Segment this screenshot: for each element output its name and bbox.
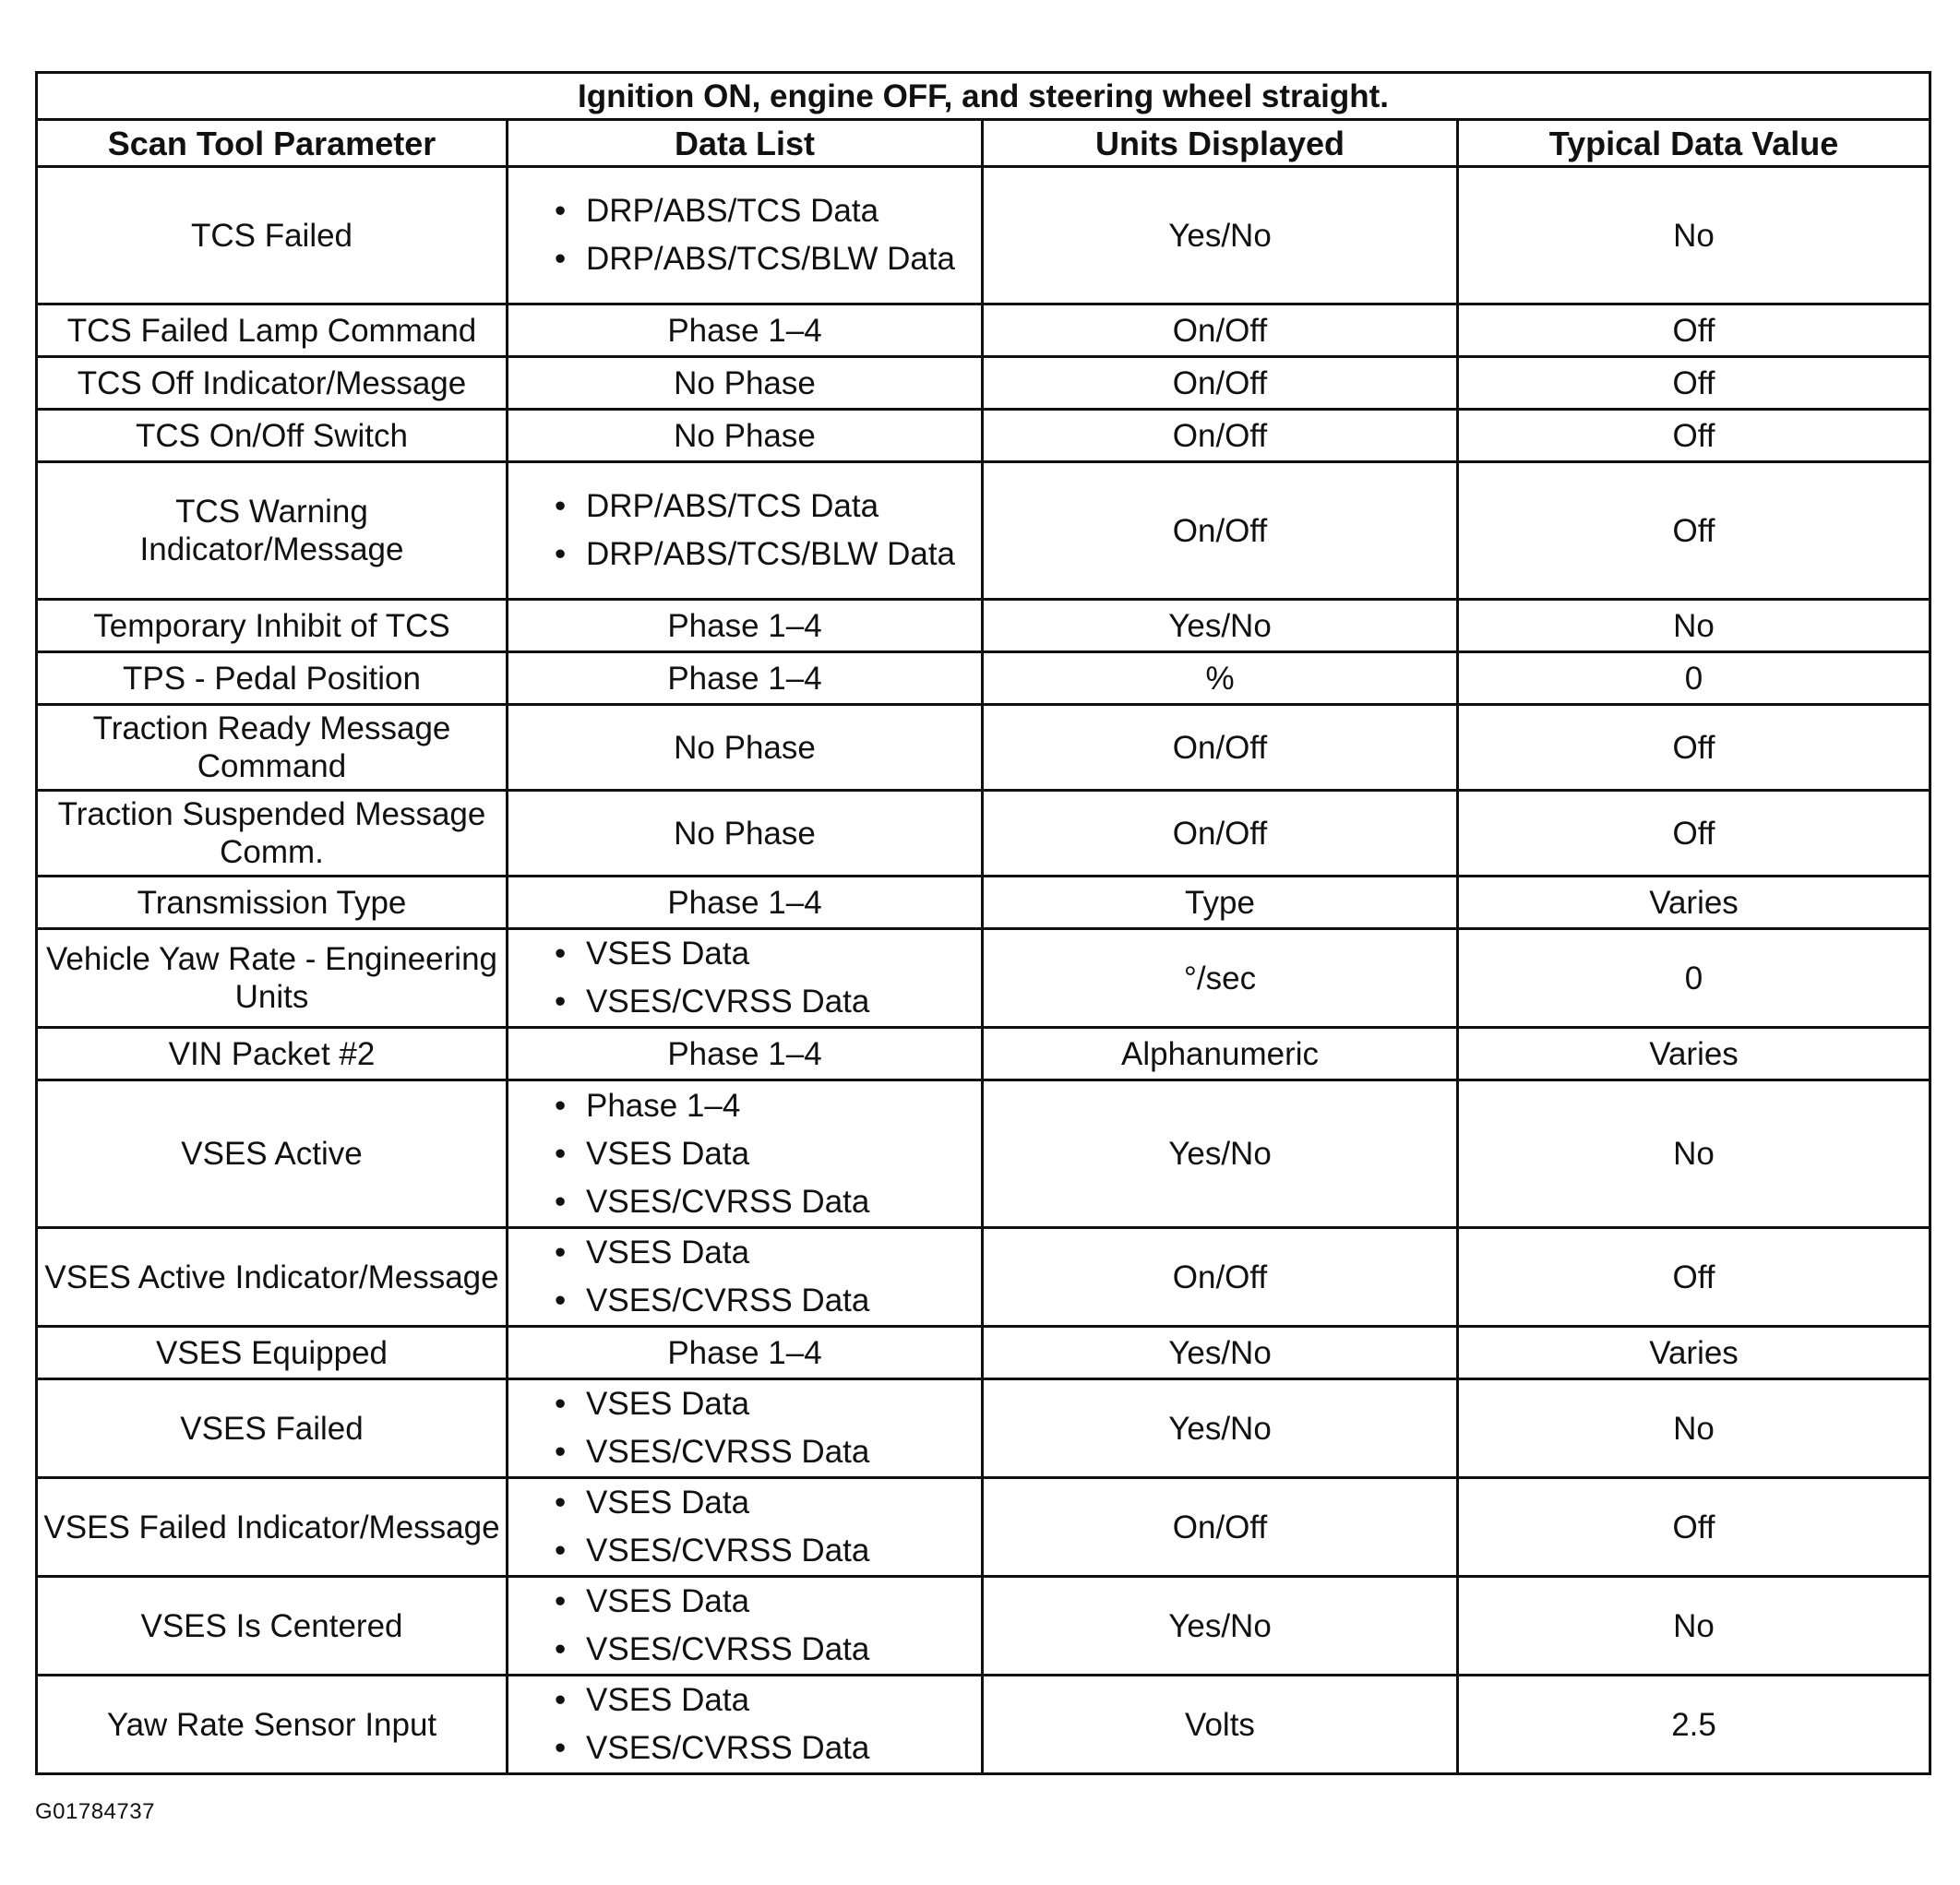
data-list-cell: No Phase [508, 705, 983, 791]
data-list-cell: Phase 1–4 [508, 1028, 983, 1080]
data-list-bullets [553, 930, 975, 1026]
table-row [37, 357, 1930, 410]
table-row [37, 1676, 1930, 1774]
parameter-cell: TCS Warning Indicator/Message [37, 462, 508, 600]
parameter-cell: VSES Failed [37, 1379, 508, 1478]
parameter-cell: VIN Packet #2 [37, 1028, 508, 1080]
data-list-cell [508, 929, 983, 1028]
units-cell: On/Off [983, 462, 1458, 600]
data-list-cell: No Phase [508, 357, 983, 410]
table-row [37, 929, 1930, 1028]
typical-value-cell: Off [1458, 410, 1930, 462]
table-row [37, 1080, 1930, 1228]
typical-value-cell: Off [1458, 1478, 1930, 1577]
data-list-cell: No Phase [508, 410, 983, 462]
typical-value-cell: 0 [1458, 652, 1930, 705]
parameter-cell: TCS On/Off Switch [37, 410, 508, 462]
table-row [37, 167, 1930, 304]
table-body [37, 167, 1930, 1774]
table-row [37, 462, 1930, 600]
parameter-cell: Traction Ready Message Command [37, 705, 508, 791]
column-header-units: Units Displayed [983, 120, 1458, 167]
data-list-cell [508, 1379, 983, 1478]
typical-value-cell: No [1458, 1379, 1930, 1478]
table-row [37, 1577, 1930, 1676]
data-list-bullets [553, 1578, 975, 1674]
data-list-bullets [553, 1380, 975, 1476]
units-cell: On/Off [983, 304, 1458, 357]
units-cell: On/Off [983, 1478, 1458, 1577]
parameter-cell: VSES Equipped [37, 1327, 508, 1379]
data-list-cell: Phase 1–4 [508, 652, 983, 705]
table-row [37, 791, 1930, 877]
units-cell: Type [983, 877, 1458, 929]
table-row [37, 877, 1930, 929]
data-list-cell [508, 1080, 983, 1228]
data-list-item: • VSES Data [553, 1676, 975, 1724]
table-row [37, 1028, 1930, 1080]
typical-value-cell: Varies [1458, 877, 1930, 929]
units-cell: Alphanumeric [983, 1028, 1458, 1080]
parameter-cell: TCS Failed Lamp Command [37, 304, 508, 357]
table-row [37, 705, 1930, 791]
typical-value-cell: No [1458, 600, 1930, 652]
data-list-item: • VSES Data [553, 930, 975, 978]
parameter-cell: VSES Active Indicator/Message [37, 1228, 508, 1327]
column-header-typical-value: Typical Data Value [1458, 120, 1930, 167]
data-list-bullets [553, 483, 975, 579]
data-list-item: • VSES/CVRSS Data [553, 1428, 975, 1476]
table-row [37, 1379, 1930, 1478]
parameter-cell: VSES Active [37, 1080, 508, 1228]
units-cell: Yes/No [983, 1080, 1458, 1228]
typical-value-cell: Off [1458, 791, 1930, 877]
units-cell: Yes/No [983, 1379, 1458, 1478]
typical-value-cell: No [1458, 167, 1930, 304]
data-list-cell [508, 1676, 983, 1774]
data-list-item: • DRP/ABS/TCS Data [553, 483, 975, 531]
data-list-cell [508, 167, 983, 304]
data-list-cell [508, 1577, 983, 1676]
table-row [37, 1327, 1930, 1379]
data-list-bullets [553, 1082, 975, 1226]
figure-id-label: G01784737 [35, 1799, 155, 1824]
data-list-cell: Phase 1–4 [508, 304, 983, 357]
data-list-item: • VSES Data [553, 1380, 975, 1428]
data-list-item: • VSES/CVRSS Data [553, 1626, 975, 1674]
column-header-parameter: Scan Tool Parameter [37, 120, 508, 167]
units-cell: Yes/No [983, 1577, 1458, 1676]
parameter-cell: TCS Off Indicator/Message [37, 357, 508, 410]
data-list-item: • VSES/CVRSS Data [553, 1277, 975, 1325]
parameter-cell: TPS - Pedal Position [37, 652, 508, 705]
table-row [37, 410, 1930, 462]
typical-value-cell: Varies [1458, 1327, 1930, 1379]
table-row [37, 1228, 1930, 1327]
data-list-cell: Phase 1–4 [508, 877, 983, 929]
data-list-item: • DRP/ABS/TCS Data [553, 187, 975, 235]
units-cell: On/Off [983, 1228, 1458, 1327]
units-cell: Yes/No [983, 600, 1458, 652]
data-list-cell [508, 1478, 983, 1577]
typical-value-cell: Off [1458, 462, 1930, 600]
typical-value-cell: Off [1458, 304, 1930, 357]
units-cell: On/Off [983, 705, 1458, 791]
parameter-cell: VSES Is Centered [37, 1577, 508, 1676]
units-cell: Yes/No [983, 167, 1458, 304]
typical-value-cell: Off [1458, 357, 1930, 410]
data-list-item: • DRP/ABS/TCS/BLW Data [553, 531, 975, 579]
typical-value-cell: No [1458, 1080, 1930, 1228]
parameter-cell: Yaw Rate Sensor Input [37, 1676, 508, 1774]
scan-tool-data-sheet [35, 71, 1929, 1775]
units-cell: % [983, 652, 1458, 705]
data-list-item: • VSES Data [553, 1479, 975, 1527]
typical-value-cell: Off [1458, 705, 1930, 791]
column-header-data-list: Data List [508, 120, 983, 167]
units-cell: On/Off [983, 410, 1458, 462]
data-list-cell: Phase 1–4 [508, 600, 983, 652]
data-list-item: • VSES/CVRSS Data [553, 978, 975, 1026]
data-list-item: • VSES/CVRSS Data [553, 1724, 975, 1772]
parameter-cell: Temporary Inhibit of TCS [37, 600, 508, 652]
data-list-bullets [553, 1479, 975, 1575]
parameter-cell: Traction Suspended Message Comm. [37, 791, 508, 877]
data-list-item: • VSES/CVRSS Data [553, 1527, 975, 1575]
typical-value-cell: Varies [1458, 1028, 1930, 1080]
units-cell: Volts [983, 1676, 1458, 1774]
column-header-row [37, 120, 1930, 167]
data-list-item: • DRP/ABS/TCS/BLW Data [553, 235, 975, 283]
units-cell: °/sec [983, 929, 1458, 1028]
parameter-cell: TCS Failed [37, 167, 508, 304]
typical-value-cell: 2.5 [1458, 1676, 1930, 1774]
data-list-item: • VSES Data [553, 1229, 975, 1277]
data-list-item: • VSES/CVRSS Data [553, 1178, 975, 1226]
data-list-cell: No Phase [508, 791, 983, 877]
units-cell: On/Off [983, 357, 1458, 410]
data-list-cell [508, 462, 983, 600]
data-list-cell: Phase 1–4 [508, 1327, 983, 1379]
data-list-bullets [553, 187, 975, 283]
units-cell: Yes/No [983, 1327, 1458, 1379]
typical-value-cell: Off [1458, 1228, 1930, 1327]
data-list-bullets [553, 1676, 975, 1772]
table-row [37, 304, 1930, 357]
scan-tool-data-table [35, 71, 1931, 1775]
table-row [37, 600, 1930, 652]
data-list-item: • VSES Data [553, 1578, 975, 1626]
data-list-item: • Phase 1–4 [553, 1082, 975, 1130]
parameter-cell: Transmission Type [37, 877, 508, 929]
typical-value-cell: No [1458, 1577, 1930, 1676]
table-row [37, 652, 1930, 705]
units-cell: On/Off [983, 791, 1458, 877]
test-condition-heading: Ignition ON, engine OFF, and steering wheel straight. [37, 73, 1930, 120]
table-row [37, 1478, 1930, 1577]
data-list-item: • VSES Data [553, 1130, 975, 1178]
data-list-cell [508, 1228, 983, 1327]
data-list-bullets [553, 1229, 975, 1325]
parameter-cell: Vehicle Yaw Rate - Engineering Units [37, 929, 508, 1028]
typical-value-cell: 0 [1458, 929, 1930, 1028]
parameter-cell: VSES Failed Indicator/Message [37, 1478, 508, 1577]
